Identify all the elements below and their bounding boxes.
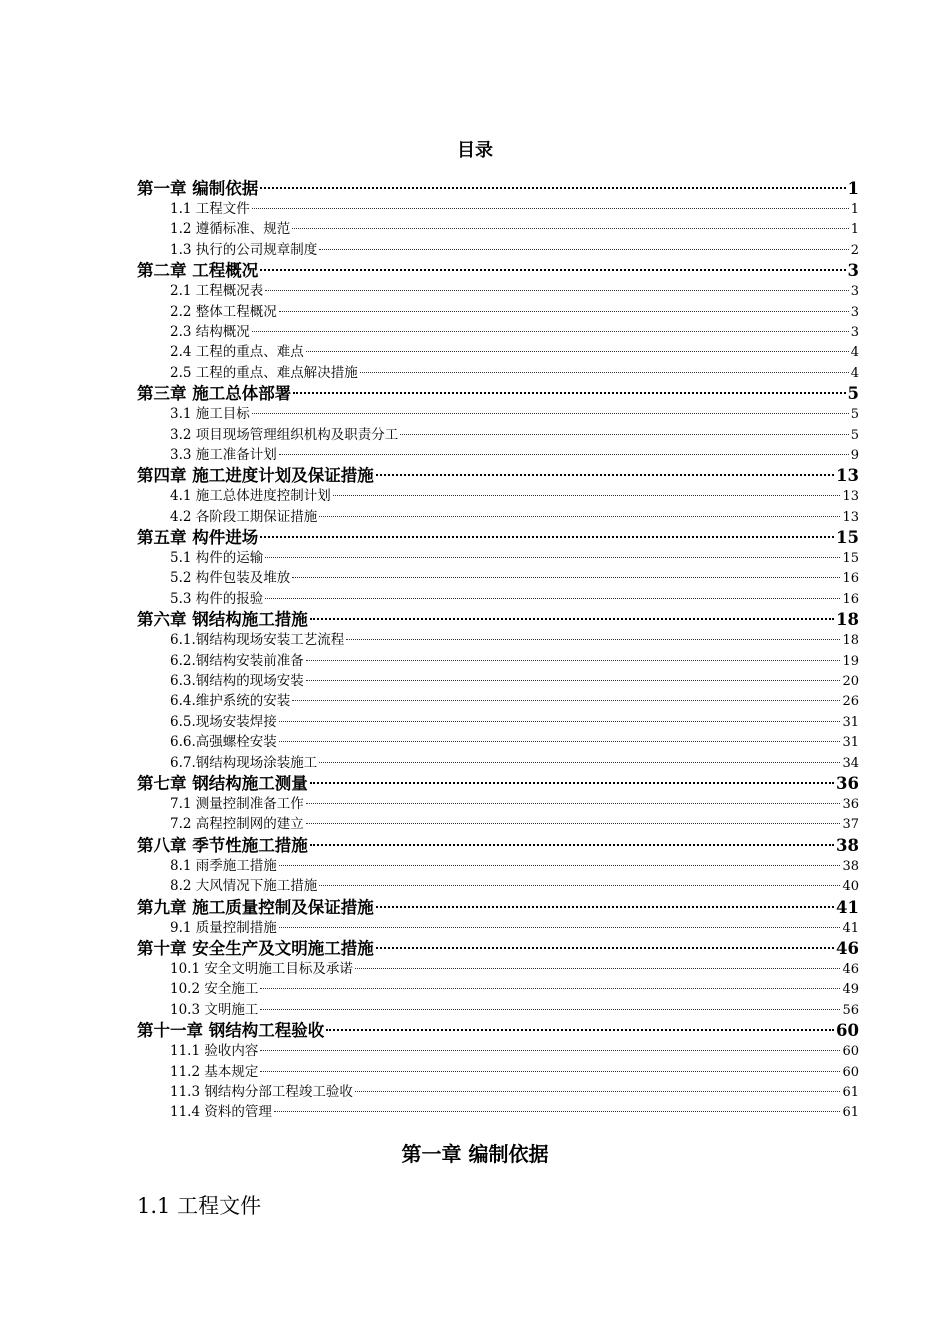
- dot-leader: [252, 413, 849, 414]
- dot-leader: [346, 639, 840, 640]
- dot-leader: [310, 844, 834, 846]
- toc-entry-label: 10.3 文明施工: [170, 1001, 259, 1018]
- toc-section-entry[interactable]: [137, 814, 859, 834]
- toc-entry-label: 第六章 钢结构施工措施: [137, 610, 308, 630]
- toc-entry-page: 34: [842, 755, 859, 771]
- toc-entry-label: 5.3 构件的报验: [170, 590, 264, 607]
- toc-entry-page: 3: [850, 324, 859, 340]
- toc-section-entry[interactable]: [137, 568, 859, 588]
- toc-entry-label: 3.1 施工目标: [170, 406, 250, 423]
- toc-entry-label: 6.6.高强螺栓安装: [170, 734, 277, 751]
- toc-entry-page: 19: [842, 653, 859, 669]
- toc-entry-page: 4: [850, 345, 859, 361]
- toc-entry-page: 18: [836, 610, 859, 630]
- toc-entry-label: 5.1 构件的运输: [170, 550, 264, 567]
- toc-entry-page: 4: [850, 365, 859, 381]
- dot-leader: [260, 1071, 840, 1072]
- toc-section-entry[interactable]: [137, 671, 859, 691]
- toc-chapter-entry[interactable]: [137, 609, 859, 630]
- toc-entry-label: 第八章 季节性施工措施: [137, 835, 308, 855]
- toc-entry-label: 第九章 施工质量控制及保证措施: [137, 897, 374, 917]
- toc-entry-page: 3: [850, 304, 859, 320]
- toc-entry-label: 第三章 施工总体部署: [137, 384, 292, 404]
- dot-leader: [292, 228, 848, 229]
- toc-entry-label: 第一章 编制依据: [137, 179, 259, 198]
- toc-section-entry[interactable]: [137, 794, 859, 814]
- dot-leader: [360, 372, 849, 373]
- toc-section-entry[interactable]: [137, 486, 859, 506]
- toc-chapter-entry[interactable]: [137, 260, 859, 281]
- toc-section-entry[interactable]: [137, 322, 859, 342]
- toc-section-entry[interactable]: [137, 199, 859, 219]
- toc-section-entry[interactable]: [137, 732, 859, 752]
- toc-entry-label: 6.1.钢结构现场安装工艺流程: [170, 632, 345, 649]
- toc-entry-page: 26: [842, 694, 859, 710]
- toc-entry-page: 61: [842, 1105, 859, 1121]
- toc-section-entry[interactable]: [137, 1000, 859, 1020]
- toc-entry-page: 60: [842, 1064, 859, 1080]
- toc-entry-label: 6.3.钢结构的现场安装: [170, 673, 304, 690]
- dot-leader: [274, 1111, 841, 1112]
- dot-leader: [252, 331, 849, 332]
- toc-entry-page: 9: [850, 447, 859, 463]
- toc-section-entry[interactable]: [137, 630, 859, 650]
- dot-leader: [376, 906, 834, 908]
- toc-entry-page: 31: [842, 714, 859, 730]
- toc-entry-page: 56: [842, 1002, 859, 1018]
- toc-entry-label: 4.1 施工总体进度控制计划: [170, 488, 331, 505]
- toc-section-entry[interactable]: [137, 856, 859, 876]
- toc-section-entry[interactable]: [137, 219, 859, 239]
- toc-section-entry[interactable]: [137, 589, 859, 609]
- toc-entry-page: 38: [842, 858, 859, 874]
- dot-leader: [265, 290, 848, 291]
- toc-section-entry[interactable]: [137, 753, 859, 773]
- dot-leader: [400, 434, 848, 435]
- toc-entry-label: 10.1 安全文明施工目标及承诺: [170, 960, 353, 977]
- toc-entry-label: 1.3 执行的公司规章制度: [170, 241, 318, 258]
- dot-leader: [293, 392, 845, 394]
- toc-entry-page: 60: [836, 1021, 859, 1041]
- toc-section-entry[interactable]: [137, 342, 859, 362]
- toc-entry-page: 60: [842, 1044, 859, 1060]
- toc-chapter-entry[interactable]: [137, 835, 859, 856]
- dot-leader: [306, 660, 841, 661]
- toc-entry-page: 31: [842, 735, 859, 751]
- toc-entry-label: 11.2 基本规定: [170, 1063, 259, 1080]
- toc-entry-page: 13: [836, 466, 859, 486]
- dot-leader: [306, 803, 841, 804]
- dot-leader: [260, 1050, 840, 1051]
- dot-leader: [265, 557, 840, 558]
- dot-leader: [310, 618, 834, 620]
- toc-chapter-entry[interactable]: [137, 383, 859, 404]
- toc-entry-page: 46: [836, 938, 859, 958]
- dot-leader: [279, 927, 841, 928]
- dot-leader: [260, 1009, 840, 1010]
- toc-chapter-entry[interactable]: [137, 178, 859, 199]
- toc-entry-page: 1: [850, 222, 859, 238]
- toc-entry-label: 11.1 验收内容: [170, 1043, 259, 1060]
- toc-entry-page: 16: [842, 591, 859, 607]
- toc-entry-label: 第五章 构件进场: [137, 528, 259, 548]
- toc-section-entry[interactable]: [137, 712, 859, 732]
- toc-section-entry[interactable]: [137, 1062, 859, 1082]
- toc-entry-label: 2.5 工程的重点、难点解决措施: [170, 364, 358, 381]
- toc-entry-page: 41: [842, 920, 859, 936]
- toc-entry-page: 38: [836, 835, 859, 855]
- toc-entry-label: 2.2 整体工程概况: [170, 303, 277, 320]
- dot-leader: [306, 680, 841, 681]
- dot-leader: [319, 516, 840, 517]
- dot-leader: [319, 762, 840, 763]
- dot-leader: [355, 1091, 841, 1092]
- toc-entry-page: 13: [842, 509, 859, 525]
- toc-entry-label: 6.5.现场安装焊接: [170, 713, 277, 730]
- toc-entry-label: 3.2 项目现场管理组织机构及职责分工: [170, 426, 399, 443]
- toc-section-entry[interactable]: [137, 691, 859, 711]
- toc-entry-label: 11.3 钢结构分部工程竣工验收: [170, 1083, 353, 1100]
- dot-leader: [355, 968, 841, 969]
- toc-entry-label: 10.2 安全施工: [170, 981, 259, 998]
- toc-entry-page: 36: [842, 796, 859, 812]
- dot-leader: [279, 721, 841, 722]
- toc-entry-label: 8.1 雨季施工措施: [170, 857, 277, 874]
- toc-entry-label: 第十一章 钢结构工程验收: [137, 1021, 325, 1041]
- toc-entry-label: 1.1 工程文件: [170, 201, 250, 217]
- dot-leader: [310, 782, 834, 784]
- chapter-heading: 第一章 编制依据: [401, 1142, 549, 1166]
- dot-leader: [319, 885, 840, 886]
- toc-entry-page: 49: [842, 982, 859, 998]
- toc-entry-page: 5: [850, 427, 859, 443]
- dot-leader: [260, 269, 845, 271]
- dot-leader: [260, 988, 840, 989]
- toc-entry-label: 3.3 施工准备计划: [170, 446, 277, 463]
- toc-entry-page: 5: [850, 407, 859, 423]
- toc-entry-label: 7.2 高程控制网的建立: [170, 816, 304, 833]
- toc-title: 目录: [457, 140, 493, 161]
- toc-entry-page: 61: [842, 1084, 859, 1100]
- toc-entry-label: 第四章 施工进度计划及保证措施: [137, 466, 374, 486]
- dot-leader: [260, 187, 845, 189]
- toc-section-entry[interactable]: [137, 404, 859, 424]
- toc-section-entry[interactable]: [137, 979, 859, 999]
- toc-entry-page: 3: [847, 261, 859, 281]
- dot-leader: [265, 598, 840, 599]
- toc-entry-label: 2.4 工程的重点、难点: [170, 344, 304, 361]
- section-heading: 1.1 工程文件: [137, 1194, 262, 1218]
- toc-section-entry[interactable]: [137, 363, 859, 383]
- toc-entry-page: 13: [842, 489, 859, 505]
- toc-section-entry[interactable]: [137, 425, 859, 445]
- toc-entry-label: 2.1 工程概况表: [170, 283, 264, 300]
- dot-leader: [376, 474, 834, 476]
- toc-section-entry[interactable]: [137, 959, 859, 979]
- toc-entry-page: 5: [847, 384, 859, 404]
- toc-entry-label: 2.3 结构概况: [170, 323, 250, 340]
- toc-entry-page: 3: [850, 284, 859, 300]
- toc-section-entry[interactable]: [137, 918, 859, 938]
- dot-leader: [306, 351, 849, 352]
- toc-entry-label: 5.2 构件包装及堆放: [170, 570, 291, 587]
- toc-section-entry[interactable]: [137, 548, 859, 568]
- dot-leader: [292, 700, 840, 701]
- toc-entry-page: 16: [842, 571, 859, 587]
- toc-entry-page: 40: [842, 879, 859, 895]
- dot-leader: [279, 311, 849, 312]
- toc-entry-page: 46: [842, 961, 859, 977]
- toc-section-entry[interactable]: [137, 1102, 859, 1122]
- dot-leader: [279, 865, 841, 866]
- toc-section-entry[interactable]: [137, 302, 859, 322]
- toc-section-entry[interactable]: [137, 1041, 859, 1061]
- toc-entry-label: 第七章 钢结构施工测量: [137, 773, 308, 793]
- dot-leader: [279, 454, 849, 455]
- toc-entry-page: 37: [842, 817, 859, 833]
- toc-entry-page: 1: [850, 202, 859, 217]
- toc-entry-label: 6.2.钢结构安装前准备: [170, 652, 304, 669]
- toc-chapter-entry[interactable]: [137, 527, 859, 548]
- dot-leader: [279, 741, 841, 742]
- toc-chapter-entry[interactable]: [137, 773, 859, 794]
- toc-entry-label: 第二章 工程概况: [137, 261, 259, 281]
- toc-entry-page: 15: [842, 551, 859, 567]
- toc-entry-label: 9.1 质量控制措施: [170, 919, 277, 936]
- toc-entry-page: 2: [850, 242, 859, 258]
- toc-entry-label: 6.4.维护系统的安装: [170, 693, 291, 710]
- dot-leader: [252, 208, 849, 209]
- toc-section-entry[interactable]: [137, 651, 859, 671]
- toc-chapter-entry[interactable]: [137, 1020, 859, 1041]
- toc-section-entry[interactable]: [137, 876, 859, 896]
- toc-entry-label: 7.1 测量控制准备工作: [170, 795, 304, 812]
- dot-leader: [260, 536, 834, 538]
- dot-leader: [319, 249, 848, 250]
- toc-entry-label: 第十章 安全生产及文明施工措施: [137, 938, 374, 958]
- toc-entry-label: 8.2 大风情况下施工措施: [170, 878, 318, 895]
- toc-entry-page: 1: [847, 179, 859, 198]
- dot-leader: [333, 495, 841, 496]
- dot-leader: [326, 1029, 834, 1031]
- toc-entry-page: 36: [836, 773, 859, 793]
- toc-entry-page: 18: [842, 633, 859, 649]
- toc-entry-label: 11.4 资料的管理: [170, 1104, 272, 1121]
- table-of-contents: [137, 178, 859, 1123]
- toc-entry-label: 4.2 各阶段工期保证措施: [170, 508, 318, 525]
- dot-leader: [306, 823, 841, 824]
- toc-entry-page: 41: [836, 897, 859, 917]
- toc-chapter-entry[interactable]: [137, 465, 859, 486]
- toc-entry-label: 6.7.钢结构现场涂装施工: [170, 754, 318, 771]
- toc-entry-page: 20: [842, 674, 859, 690]
- dot-leader: [292, 577, 840, 578]
- toc-section-entry[interactable]: [137, 507, 859, 527]
- toc-entry-page: 15: [836, 528, 859, 548]
- toc-chapter-entry[interactable]: [137, 897, 859, 918]
- toc-section-entry[interactable]: [137, 240, 859, 260]
- toc-section-entry[interactable]: [137, 445, 859, 465]
- toc-section-entry[interactable]: [137, 281, 859, 301]
- dot-leader: [376, 947, 834, 949]
- toc-chapter-entry[interactable]: [137, 938, 859, 959]
- toc-entry-label: 1.2 遵循标准、规范: [170, 221, 291, 238]
- toc-section-entry[interactable]: [137, 1082, 859, 1102]
